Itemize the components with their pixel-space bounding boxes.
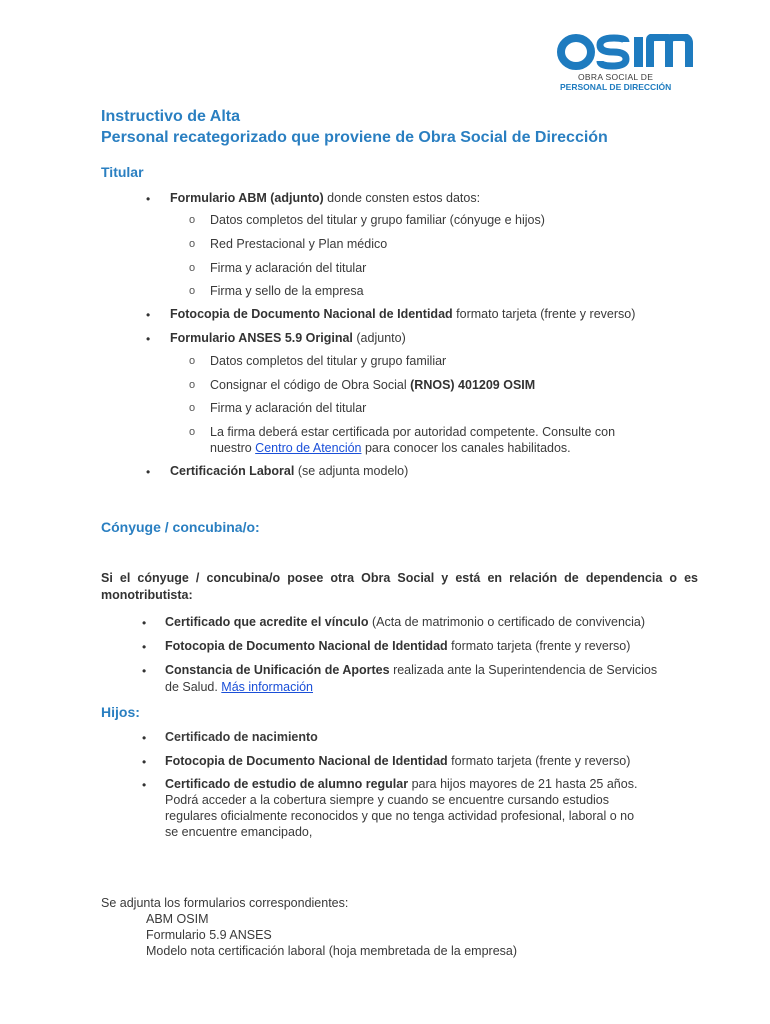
list-item-hijos-dni: Fotocopia de Documento Nacional de Identidad formato tarjeta (frente y reverso) bbox=[165, 754, 631, 768]
list-item-dni: Fotocopia de Documento Nacional de Identidad formato tarjeta (frente y reverso) bbox=[170, 307, 636, 321]
bullet-icon: • bbox=[146, 465, 151, 479]
adjuntos-intro: Se adjunta los formularios correspondientes: bbox=[101, 896, 349, 910]
list-item-unificacion-line2: de Salud. Más información bbox=[165, 680, 313, 694]
sub-bullet-icon: o bbox=[189, 238, 196, 250]
section-conyuge-heading: Cónyuge / concubina/o: bbox=[101, 519, 260, 535]
bullet-icon: • bbox=[142, 664, 147, 678]
sub-item-anses-1: Datos completos del titular y grupo familiar bbox=[210, 354, 447, 368]
adjunto-item-2: Formulario 5.9 ANSES bbox=[146, 928, 272, 942]
sub-item-anses-4-line2: nuestro Centro de Atención para conocer los canales habilitados. bbox=[210, 441, 571, 455]
sub-bullet-icon: o bbox=[189, 214, 196, 226]
bullet-icon: • bbox=[142, 731, 147, 745]
list-item-unificacion: Constancia de Unificación de Aportes realizada ante la Superintendencia de Servicios bbox=[165, 663, 658, 677]
list-item-estudio-line2: Podrá acceder a la cobertura siempre y cuando se encuentre cursando estudios bbox=[165, 793, 610, 807]
mas-informacion-link[interactable]: Más información bbox=[221, 680, 313, 694]
list-item-laboral: Certificación Laboral (se adjunta modelo) bbox=[170, 464, 409, 478]
bullet-icon: • bbox=[146, 308, 151, 322]
adjunto-item-3: Modelo nota certificación laboral (hoja membretada de la empresa) bbox=[146, 944, 518, 958]
list-item-abm: Formulario ABM (adjunto) donde consten estos datos: bbox=[170, 191, 481, 205]
list-item-estudio: Certificado de estudio de alumno regular para hijos mayores de 21 hasta 25 años. bbox=[165, 777, 638, 791]
bullet-icon: • bbox=[142, 755, 147, 769]
bullet-icon: • bbox=[146, 332, 151, 346]
sub-item-abm-2: Red Prestacional y Plan médico bbox=[210, 237, 388, 251]
logo-text-line2: PERSONAL DE DIRECCIÓN bbox=[560, 82, 672, 92]
conyuge-intro: Si el cónyuge / concubina/o posee otra Obra Social y está en relación de dependencia o es monotributista: bbox=[101, 571, 698, 602]
bullet-icon: • bbox=[142, 778, 147, 792]
osim-logo bbox=[556, 34, 696, 96]
section-hijos-heading: Hijos: bbox=[101, 704, 140, 720]
centro-atencion-link[interactable]: Centro de Atención bbox=[255, 441, 362, 455]
bullet-icon: • bbox=[142, 640, 147, 654]
list-item-nacimiento: Certificado de nacimiento bbox=[165, 730, 318, 744]
list-item-estudio-line4: se encuentre emancipado, bbox=[165, 825, 313, 839]
list-item-anses: Formulario ANSES 5.9 Original (adjunto) bbox=[170, 331, 406, 345]
sub-bullet-icon: o bbox=[189, 355, 196, 367]
sub-bullet-icon: o bbox=[189, 379, 196, 391]
logo-text-line1: OBRA SOCIAL DE bbox=[578, 72, 654, 82]
sub-item-abm-4: Firma y sello de la empresa bbox=[210, 284, 364, 298]
section-titular-heading: Titular bbox=[101, 164, 144, 180]
list-item-conyuge-dni: Fotocopia de Documento Nacional de Identidad formato tarjeta (frente y reverso) bbox=[165, 639, 631, 653]
sub-item-abm-3: Firma y aclaración del titular bbox=[210, 261, 367, 275]
sub-item-anses-4-line1: La firma deberá estar certificada por autoridad competente. Consulte con bbox=[210, 425, 616, 439]
list-item-estudio-line3: regulares oficialmente reconocidos y que no tenga actividad profesional, laboral o no bbox=[165, 809, 635, 823]
bullet-icon: • bbox=[146, 192, 151, 206]
sub-bullet-icon: o bbox=[189, 285, 196, 297]
sub-bullet-icon: o bbox=[189, 426, 196, 438]
sub-item-anses-2: Consignar el código de Obra Social (RNOS) 401209 OSIM bbox=[210, 378, 536, 392]
sub-bullet-icon: o bbox=[189, 262, 196, 274]
page-subtitle: Personal recategorizado que proviene de Obra Social de Dirección bbox=[101, 129, 608, 146]
list-item-vinculo: Certificado que acredite el vínculo (Acta de matrimonio o certificado de convivencia) bbox=[165, 615, 646, 629]
sub-bullet-icon: o bbox=[189, 402, 196, 414]
page-title: Instructivo de Alta bbox=[101, 108, 240, 125]
sub-item-abm-1: Datos completos del titular y grupo familiar (cónyuge e hijos) bbox=[210, 213, 545, 227]
sub-item-anses-3: Firma y aclaración del titular bbox=[210, 401, 367, 415]
osim-logo-icon bbox=[556, 34, 696, 70]
adjunto-item-1: ABM OSIM bbox=[146, 912, 209, 926]
bullet-icon: • bbox=[142, 616, 147, 630]
